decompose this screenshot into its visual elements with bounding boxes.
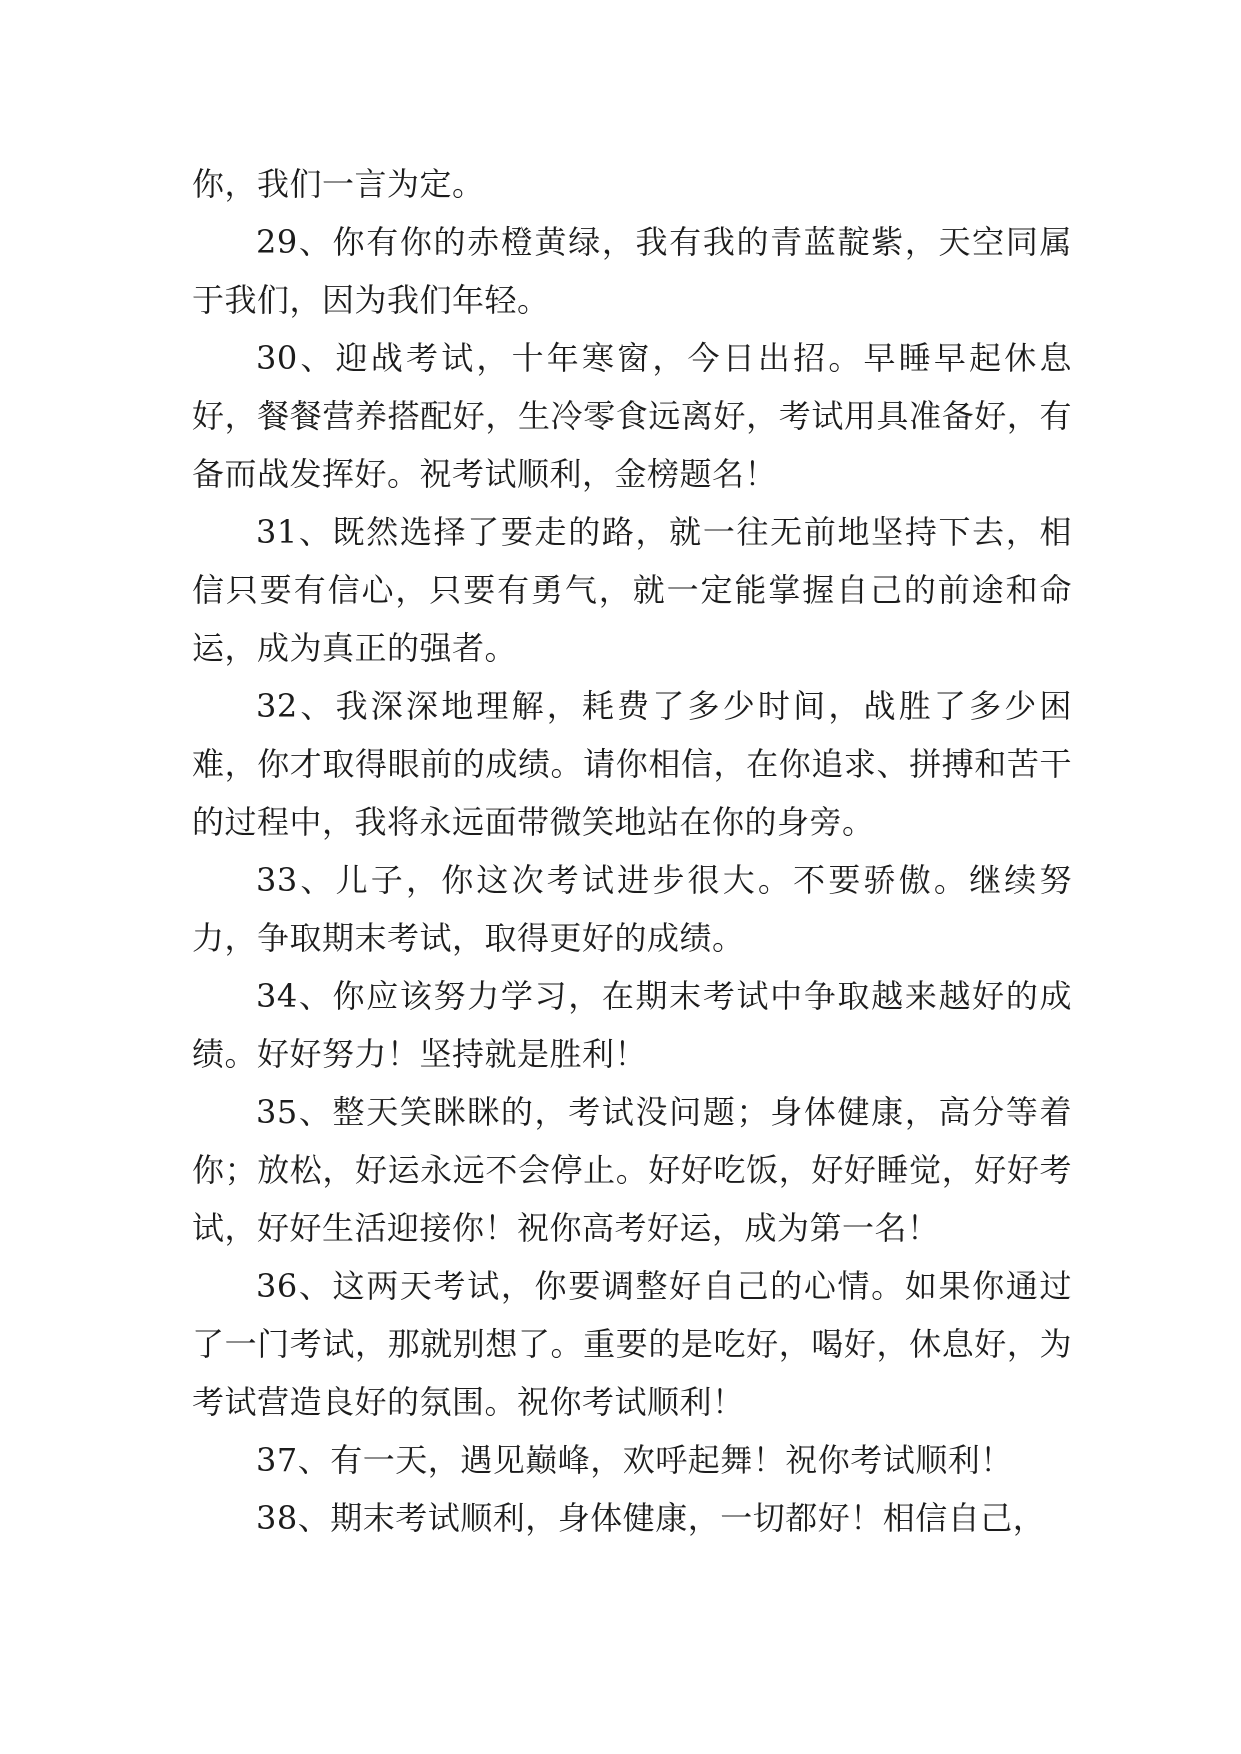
paragraph-29: 29、你有你的赤橙黄绿，我有我的青蓝靛紫，天空同属于我们，因为我们年轻。 <box>192 223 1072 319</box>
paragraph-32: 32、我深深地理解，耗费了多少时间，战胜了多少困难，你才取得眼前的成绩。请你相信，在你追求、拼搏和苦干的过程中，我将永远面带微笑地站在你的身旁。 <box>192 687 1072 841</box>
paragraph-continued: 你，我们一言为定。 <box>192 165 485 203</box>
paragraph-33: 33、儿子，你这次考试进步很大。不要骄傲。继续努力，争取期末考试，取得更好的成绩。 <box>192 861 1072 957</box>
paragraph-31: 31、既然选择了要走的路，就一往无前地坚持下去，相信只要有信心，只要有勇气，就一定能掌握自己的前途和命运，成为真正的强者。 <box>192 513 1072 667</box>
paragraph-36: 36、这两天考试，你要调整好自己的心情。如果你通过了一门考试，那就别想了。重要的是吃好，喝好，休息好，为考试营造良好的氛围。祝你考试顺利！ <box>192 1267 1072 1421</box>
paragraph-37: 37、有一天，遇见巅峰，欢呼起舞！祝你考试顺利！ <box>256 1441 1013 1479</box>
paragraph-35: 35、整天笑眯眯的，考试没问题；身体健康，高分等着你；放松，好运永远不会停止。好好吃饭，好好睡觉，好好考试，好好生活迎接你！祝你高考好运，成为第一名！ <box>192 1093 1072 1247</box>
document-body <box>192 155 1072 1547</box>
paragraph-34: 34、你应该努力学习，在期末考试中争取越来越好的成绩。好好努力！坚持就是胜利！ <box>192 977 1072 1073</box>
paragraph-38: 38、期末考试顺利，身体健康，一切都好！相信自己， <box>256 1499 1046 1537</box>
paragraph-30: 30、迎战考试，十年寒窗，今日出招。早睡早起休息好，餐餐营养搭配好，生冷零食远离好，考试用具准备好，有备而战发挥好。祝考试顺利，金榜题名！ <box>192 339 1072 493</box>
